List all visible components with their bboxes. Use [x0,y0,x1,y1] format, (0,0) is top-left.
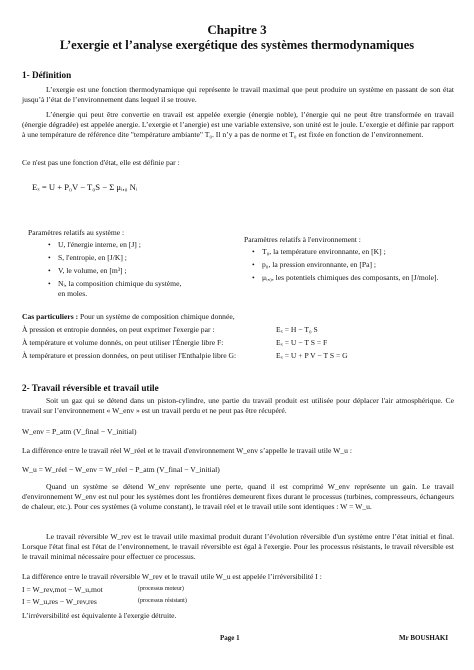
irreversibility-equation: I = W_rev,mot − W_u,mot [22,585,103,594]
case-equation: Eₓ = U − T S = F [276,338,328,347]
work-paragraph-1: Soit un gaz qui se détend dans un piston-cylindre, une partie du travail produit est utilisée pour déplacer l'air atmosphérique. Ce travail sur l’environnement « W_env » est un travail perdu et ne peut pas être récupéré. [22,396,454,416]
page-number: Page 1 [220,634,240,642]
case-text: À pression et entropie données, on peut exprimer l'exergie par : [22,325,215,334]
useful-work-definition: La différence entre le travail réel W_réel et le travail d'environnement W_env s’appelle le travail utile W_u : [22,446,352,455]
author-name: Mr BOUSHAKI [399,634,449,642]
irreversibility-equation: I = W_u,res − W_rev,res [22,597,97,606]
special-cases-intro: Cas particuliers : Pour un système de composition chimique donnée, [22,312,235,321]
irreversibility-note: (processus résistant) [138,598,187,604]
definition-paragraph-1: L’exergie est une fonction thermodynamique qui représente le travail maximal que peut produire un système en passant de son état jusqu’à l’état de l’environnement dans lequel il se trouve. [22,85,454,105]
sys-param-item: • S, l'entropie, en [J/K] ; [48,253,127,262]
case-text: À température et volume donnés, on peut utiliser l'Énergie libre F: [22,338,224,347]
state-function-intro: Ce n'est pas une fonction d'état, elle est définie par : [22,158,180,167]
sys-param-item: • Nᵢ, la composition chimique du système, en moles. [48,279,182,298]
irreversibility-definition: La différence entre le travail réversible W_rev et le travail utile W_u est appelée l’irréversibilité I : [22,572,322,581]
env-work-equation: W_env = P_atm (V_final − V_initial) [22,427,137,436]
section-1-heading: 1- Définition [22,70,72,80]
sys-param-item: • U, l'énergie interne, en [J] ; [48,240,141,249]
chapter-title: L’exergie et l’analyse exergétique des systèmes thermodynamiques [59,38,415,52]
definition-paragraph-2: L’énergie qui peut être convertie en travail est appelée exergie (énergie noble), l’énergie qui ne peut être transformée en travail (énergie dégradée) est appelée anergie. L’exergie et l’anergie) est une variable extensive, son unité est le joule. L’exergie et définie par rapport à une température de référence dite "température ambiante" T₀. Il n’y a pas de norme et T₀ est fixée en fonction de l’environnement. [22,110,454,140]
chapter-number: Chapitre 3 [207,22,267,37]
system-params-title: Paramètres relatifs au système : [28,228,125,237]
work-paragraph-2: Quand un système se détend W_env représente une perte, quand il est comprimé W_env représente un gain. Le travail d'environnement W_env est nul pour les systèmes dont les frontières demeurent fixes durant le processus (turbines, compresseurs, échangeurs de chaleur, etc.). Pour ces systèmes (à volume constant), le travail réel et le travail utile sont identiques : W = W_u. [22,482,454,512]
sys-param-item: • V, le volume, en [m³] ; [48,266,127,275]
irreversibility-conclusion: L’irréversibilité est équivalente à l'exergie détruite. [22,611,177,620]
env-param-item: • μᵢ,₀, les potentiels chimiques des composants, en [J/mole]. [252,273,439,282]
env-param-item: • p₀, la pression environnante, en [Pa] ; [252,260,376,269]
section-2-heading: 2- Travail réversible et travail utile [22,383,159,393]
env-param-item: • T₀, la température environnante, en [K] ; [252,247,386,256]
exergy-equation: Eₓ = U + P₀V − T₀S − Σ μᵢ,₀ Nᵢ [32,182,138,192]
case-equation: Eₓ = H − T₀ S [276,325,318,334]
reversible-work-paragraph: Le travail réversible W_rev est le travail utile maximal produit durant l’évolution réversible d'un système entre l’état initial et final. Lorsque l'état final est l'état de l’environnement, le travail réversible est égal à l'exergie. Pour les processus résistants, le travail réversible est le travail minimal nécessaire pour effectuer ce processus. [22,532,454,562]
case-equation: Eₓ = U + P V − T S = G [276,351,348,360]
irreversibility-note: (processus moteur) [138,586,184,592]
case-text: À température et pression données, on peut utiliser l'Enthalpie libre G: [22,351,237,360]
useful-work-equation: W_u = W_réel − W_env = W_réel − P_atm (V_final − V_initial) [22,465,220,474]
env-params-title: Paramètres relatifs à l'environnement : [244,235,361,244]
